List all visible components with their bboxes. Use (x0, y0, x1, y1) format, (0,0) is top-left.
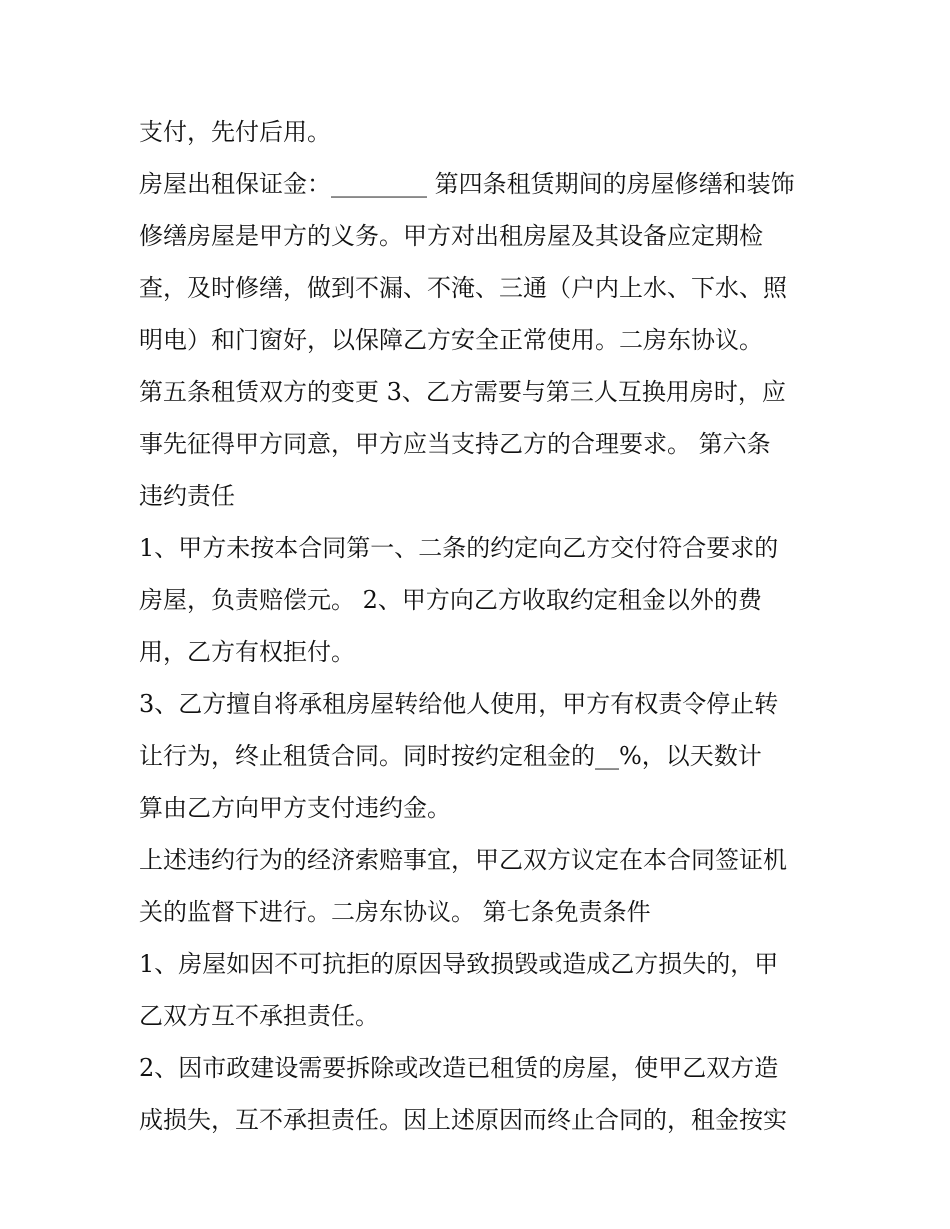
text-line: 事先征得甲方同意，甲方应当支持乙方的合理要求。 第六条 (139, 430, 771, 458)
text-line: 1、甲方未按本合同第一、二条的约定向乙方交付符合要求的 (139, 534, 779, 562)
text-line: 第五条租赁双方的变更 3、乙方需要与第三人互换用房时，应 (139, 378, 786, 406)
text-line: 房屋出租保证金：________ 第四条租赁期间的房屋修缮和装饰 (139, 170, 795, 198)
text-line: 支付，先付后用。 (139, 118, 331, 146)
text-line: 算由乙方向甲方支付违约金。 (139, 794, 451, 822)
text-line: 1、房屋如因不可抗拒的原因导致损毁或造成乙方损失的，甲 (139, 950, 779, 978)
text-line: 用，乙方有权拒付。 (139, 638, 355, 666)
text-line: 房屋，负责赔偿元。 2、甲方向乙方收取约定租金以外的费 (139, 586, 762, 614)
text-line: 上述违约行为的经济索赔事宜，甲乙双方议定在本合同签证机 (139, 846, 787, 874)
text-line: 3、乙方擅自将承租房屋转给他人使用，甲方有权责令停止转 (139, 690, 779, 718)
text-line: 2、因市政建设需要拆除或改造已租赁的房屋，使甲乙双方造 (139, 1054, 779, 1082)
document-body (139, 106, 829, 1146)
text-line: 关的监督下进行。二房东协议。 第七条免责条件 (139, 898, 651, 926)
text-line: 让行为，终止租赁合同。同时按约定租金的__%，以天数计 (139, 742, 762, 770)
text-line: 明电）和门窗好，以保障乙方安全正常使用。二房东协议。 (139, 326, 763, 354)
text-line: 查，及时修缮，做到不漏、不淹、三通（户内上水、下水、照 (139, 274, 787, 302)
section-heading: 违约责任 (139, 482, 235, 510)
text-line: 成损失，互不承担责任。因上述原因而终止合同的，租金按实 (139, 1106, 787, 1134)
text-line: 乙双方互不承担责任。 (139, 1002, 379, 1030)
text-line: 修缮房屋是甲方的义务。甲方对出租房屋及其设备应定期检 (139, 222, 763, 250)
